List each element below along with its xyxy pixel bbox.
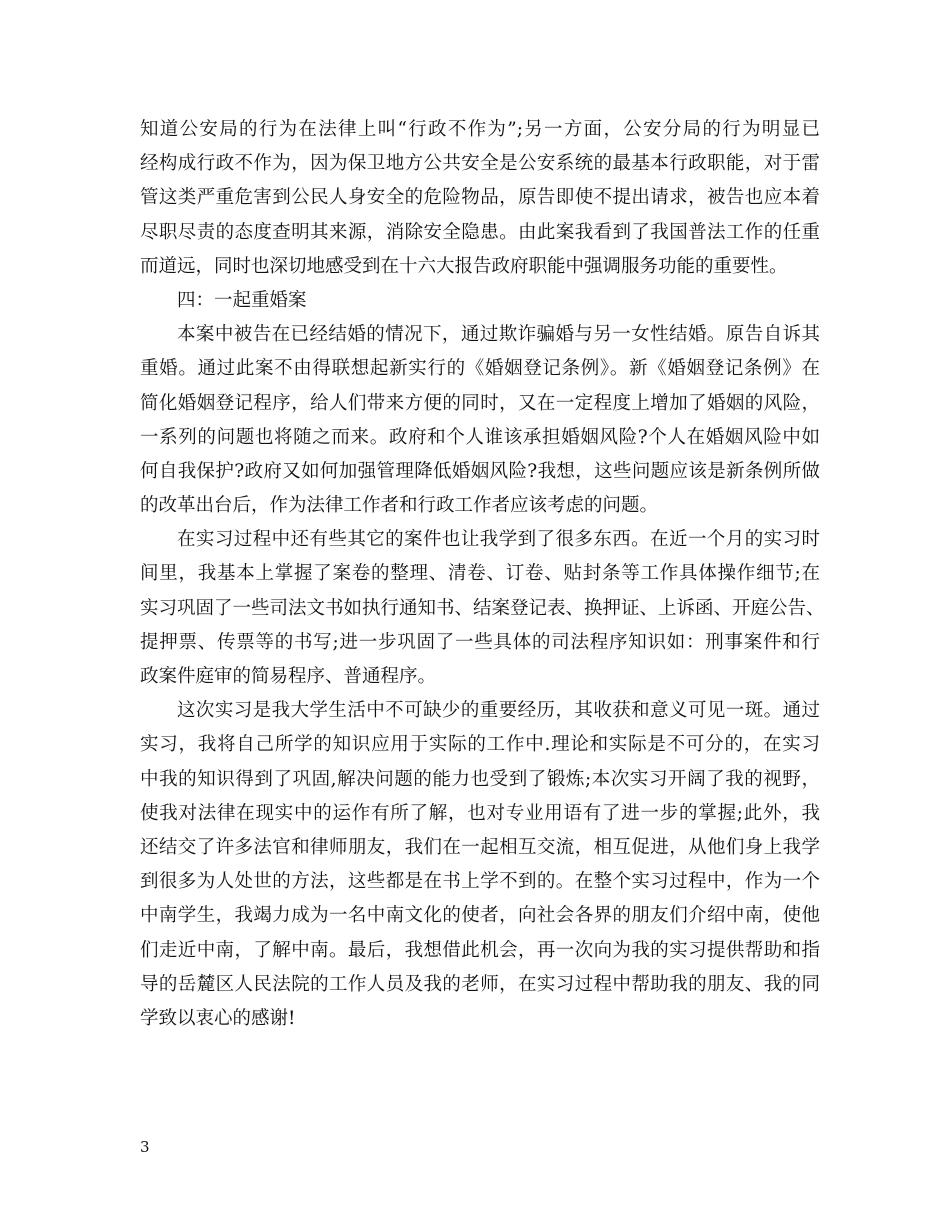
text-line: 还结交了许多法官和律师朋友，我们在一起相互交流，相互促进，从他们身上我学 bbox=[140, 836, 820, 858]
text-line: 间里，我基本上掌握了案卷的整理、清卷、订卷、贴封条等工作具体操作细节;在 bbox=[140, 563, 820, 585]
text-line: 而道远，同时也深切地感受到在十六大报告政府职能中强调服务功能的重要性。 bbox=[140, 255, 788, 277]
text-line: 中南学生，我竭力成为一名中南文化的使者，向社会各界的朋友们介绍中南，使他 bbox=[140, 905, 820, 927]
text-line: 们走近中南，了解中南。最后，我想借此机会，再一次向为我的实习提供帮助和指 bbox=[140, 939, 820, 961]
text-line: 简化婚姻登记程序，给人们带来方便的同时，又在一定程度上增加了婚姻的风险， bbox=[140, 392, 820, 414]
text-line: 一系列的问题也将随之而来。政府和个人谁该承担婚姻风险?个人在婚姻风险中如 bbox=[140, 426, 820, 448]
text-line: 管这类严重危害到公民人身安全的危险物品，原告即使不提出请求，被告也应本着 bbox=[140, 187, 820, 209]
section-heading: 四：一起重婚案 bbox=[177, 289, 307, 311]
text-line: 政案件庭审的简易程序、普通程序。 bbox=[140, 666, 437, 687]
text-line: 学致以衷心的感谢! bbox=[140, 1007, 296, 1029]
text-line: 的改革出台后，作为法律工作者和行政工作者应该考虑的问题。 bbox=[140, 495, 659, 517]
paragraph-first-line: 这次实习是我大学生活中不可缺少的重要经历，其收获和意义可见一斑。通过 bbox=[177, 700, 820, 722]
text-line: 到很多为人处世的方法，这些都是在书上学不到的。在整个实习过程中，作为一个 bbox=[140, 871, 820, 893]
text-line: 导的岳麓区人民法院的工作人员及我的老师，在实习过程中帮助我的朋友、我的同 bbox=[140, 973, 820, 995]
text-line: 提押票、传票等的书写;进一步巩固了一些具体的司法程序知识如：刑事案件和行 bbox=[140, 631, 820, 653]
text-line: 尽职尽责的态度查明其来源，消除安全隐患。由此案我看到了我国普法工作的任重 bbox=[140, 221, 820, 243]
page-number: 3 bbox=[140, 1138, 150, 1156]
text-line: 何自我保护?政府又如何加强管理降低婚姻风险?我想，这些问题应该是新条例所做 bbox=[140, 460, 820, 482]
text-line: 使我对法律在现实中的运作有所了解，也对专业用语有了进一步的掌握;此外，我 bbox=[140, 802, 820, 824]
paragraph-first-line: 在实习过程中还有些其它的案件也让我学到了很多东西。在近一个月的实习时 bbox=[177, 529, 820, 551]
text-line: 知道公安局的行为在法律上叫“行政不作为”;另一方面，公安分局的行为明显已 bbox=[140, 119, 820, 140]
text-line: 重婚。通过此案不由得联想起新实行的《婚姻登记条例》。新《婚姻登记条例》在 bbox=[140, 358, 820, 380]
paragraph-first-line: 本案中被告在已经结婚的情况下，通过欺诈骗婚与另一女性结婚。原告自诉其 bbox=[177, 324, 820, 346]
body-text bbox=[140, 113, 825, 1036]
text-line: 中我的知识得到了巩固,解决问题的能力也受到了锻炼;本次实习开阔了我的视野， bbox=[140, 768, 820, 790]
text-line: 实习，我将自己所学的知识应用于实际的工作中.理论和实际是不可分的，在实习 bbox=[140, 734, 820, 756]
text-line: 经构成行政不作为，因为保卫地方公共安全是公安系统的最基本行政职能，对于雷 bbox=[140, 153, 820, 175]
text-line: 实习巩固了一些司法文书如执行通知书、结案登记表、换押证、上诉函、开庭公告、 bbox=[140, 597, 825, 619]
